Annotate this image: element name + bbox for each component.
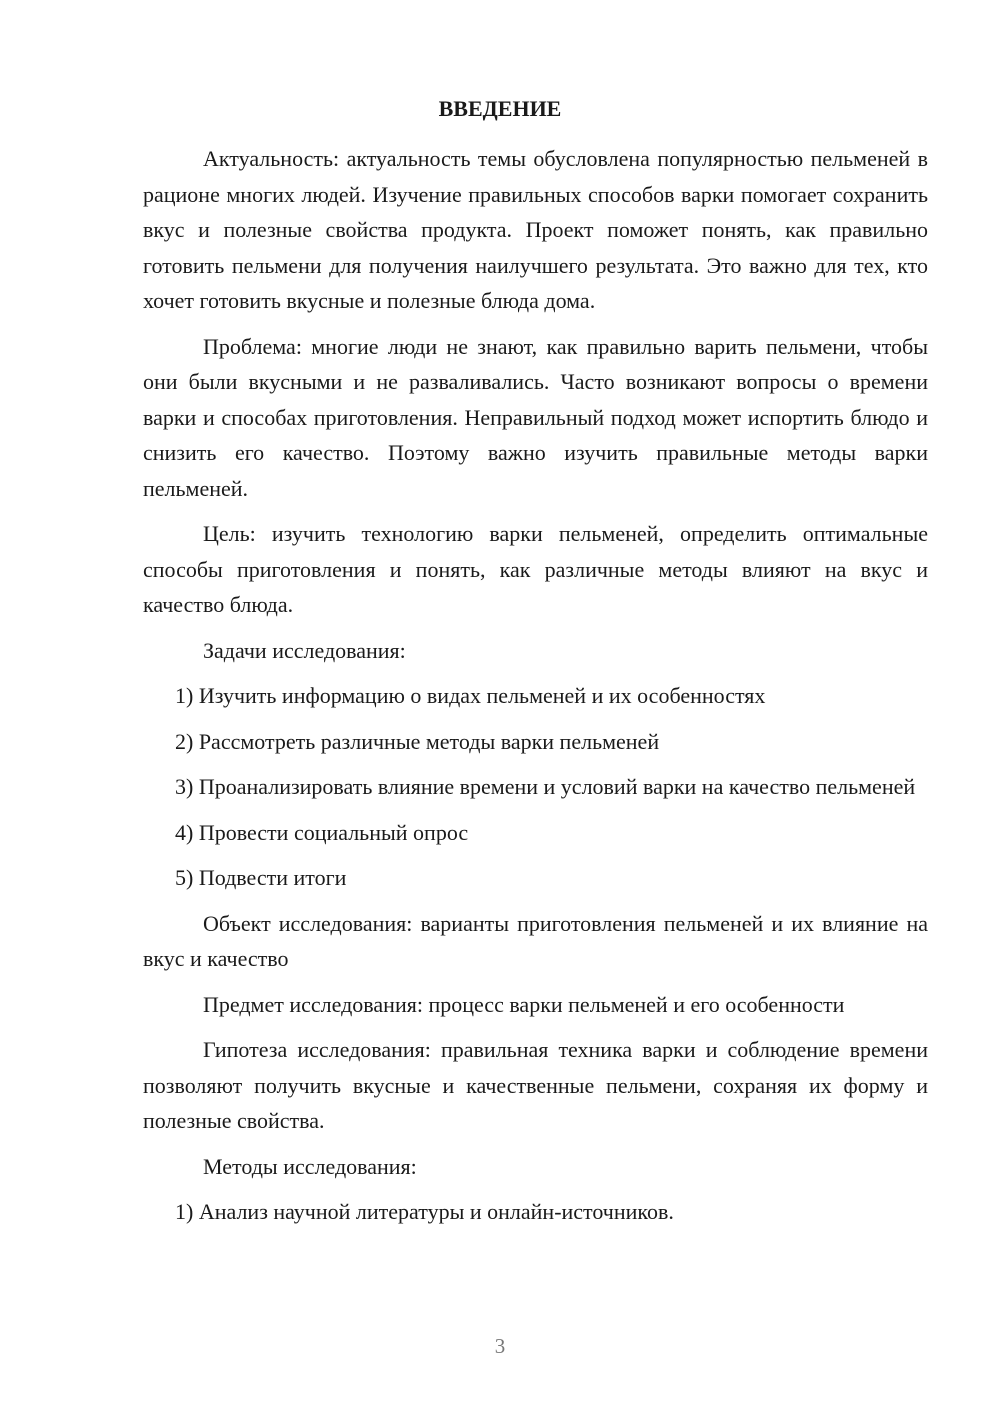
paragraph-goal: Цель: изучить технологию варки пельменей, определить оптимальные способы приготовления и понять, как различные методы влияют на вкус и качество блюда. bbox=[143, 521, 928, 617]
tasks-heading: Задачи исследования: bbox=[203, 637, 406, 663]
task-item-5: 5) Подвести итоги bbox=[175, 865, 347, 890]
task-item-3: 3) Проанализировать влияние времени и условий варки на качество пельменей bbox=[175, 774, 916, 799]
page-title: ВВЕДЕНИЕ bbox=[438, 96, 562, 121]
paragraph-problem: Проблема: многие люди не знают, как правильно варить пельмени, чтобы они были вкусными и не разваливались. Часто возникают вопросы о времени варки и способах приготовления. Неправильный подход может испортить блюдо и снизить его качество. Поэтому важно изучить правильные методы варки пельменей. bbox=[143, 333, 928, 501]
methods-heading: Методы исследования: bbox=[203, 1153, 417, 1179]
task-item-1: 1) Изучить информацию о видах пельменей и их особенностях bbox=[175, 683, 766, 708]
task-item-4: 4) Провести социальный опрос bbox=[175, 819, 469, 845]
paragraph-hypothesis: Гипотеза исследования: правильная техника варки и соблюдение времени позволяют получить вкусные и качественные пельмени, сохраняя их форму и полезные свойства. bbox=[143, 1037, 928, 1133]
paragraph-subject: Предмет исследования: процесс варки пельменей и его особенности bbox=[203, 991, 845, 1017]
paragraph-object: Объект исследования: варианты приготовления пельменей и их влияние на вкус и качество bbox=[143, 910, 928, 971]
task-item-2: 2) Рассмотреть различные методы варки пельменей bbox=[175, 728, 660, 754]
page-number: 3 bbox=[494, 1334, 506, 1358]
method-item-1: 1) Анализ научной литературы и онлайн-источников. bbox=[175, 1199, 674, 1224]
paragraph-relevance: Актуальность: актуальность темы обусловлена популярностью пельменей в рационе многих людей. Изучение правильных способов варки помогает сохранить вкус и полезные свойства продукта. Проект поможет понять, как правильно готовить пельмени для получения наилучшего результата. Это важно для тех, кто хочет готовить вкусные и полезные блюда дома. bbox=[143, 146, 928, 313]
document-body bbox=[143, 141, 928, 1240]
